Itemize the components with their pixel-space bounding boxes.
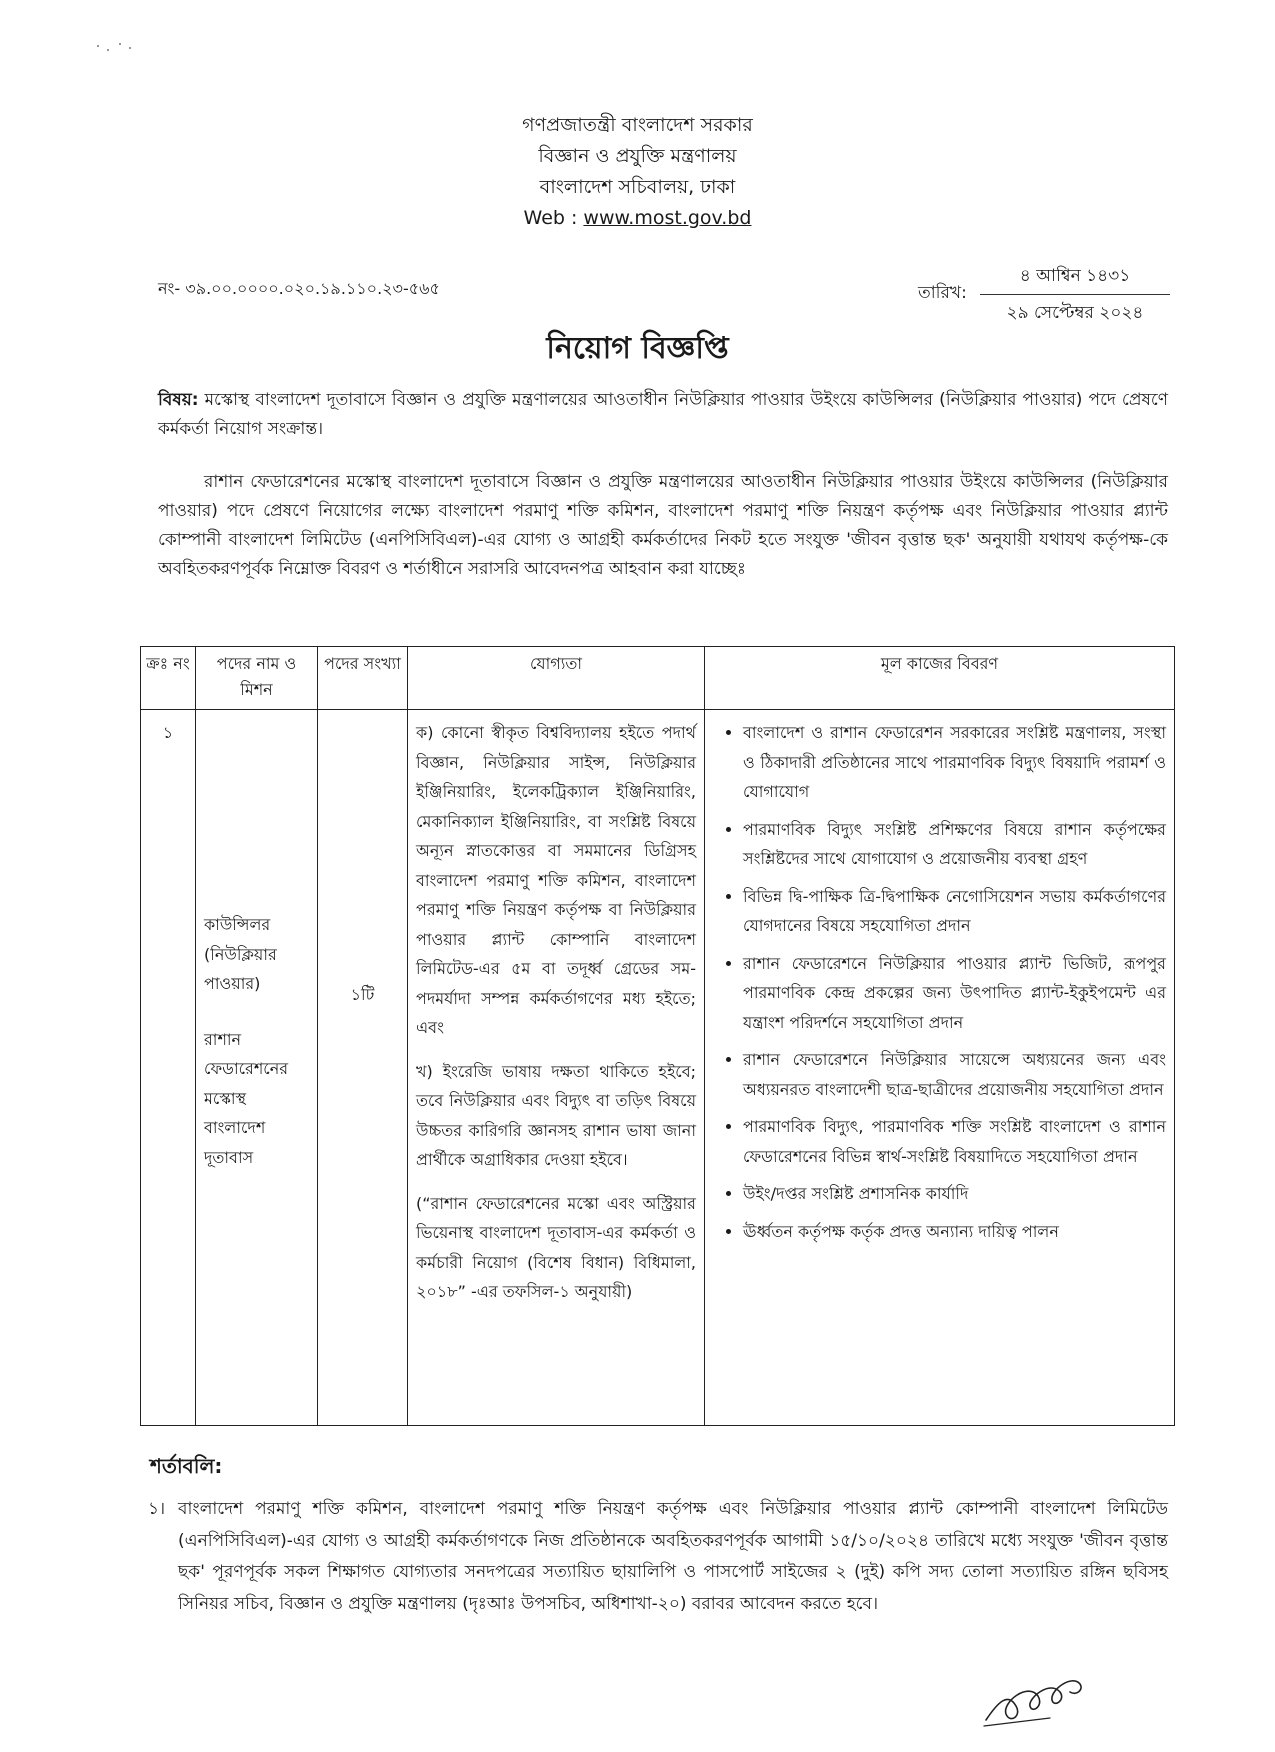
cell-qualification [408, 710, 705, 1426]
government-name: গণপ্রজাতন্ত্রী বাংলাদেশ সরকার [522, 114, 753, 136]
header-count: পদের সংখ্যা [318, 647, 408, 710]
conditions-heading: শর্তাবলি: [150, 1454, 223, 1478]
website-line [0, 203, 1275, 234]
post-mission: রাশান ফেডারেশনের মস্কোস্থ বাংলাদেশ দূতাবাস [204, 1029, 289, 1167]
cell-serial: ১ [141, 710, 196, 1426]
table-header-row [141, 647, 1175, 710]
post-name: কাউন্সিলর (নিউক্লিয়ার পাওয়ার) [204, 915, 277, 993]
duty-item: • বিভিন্ন দ্বি-পাক্ষিক ত্রি-দ্বিপাক্ষিক নেগোসিয়েশন সভায় কর্মকর্তাগণের যোগদানের বিষয়ে সহযোগিতা প্রদান [743, 882, 1166, 941]
ministry-name: বিজ্ঞান ও প্রযুক্তি মন্ত্রণালয় [538, 145, 737, 167]
memo-number: নং- ৩৯.০০.০০০০.০২০.১৯.১১০.২৩-৫৬৫ [158, 279, 440, 298]
duty-item: • ঊর্ধ্বতন কর্তৃপক্ষ কর্তৃক প্রদত্ত অন্যান্য দায়িত্ব পালন [743, 1217, 1166, 1247]
job-table [140, 646, 1175, 1426]
date-bangla: ৪ আশ্বিন ১৪৩১ [1019, 266, 1131, 286]
subject-label: বিষয়: [158, 390, 199, 410]
subject-text: মস্কোস্থ বাংলাদেশ দূতাবাসে বিজ্ঞান ও প্রযুক্তি মন্ত্রণালয়ের আওতাধীন নিউক্লিয়ার পাওয়ার উইংয়ে কাউন্সিলর (নিউক্লিয়ার পাওয়ার) পদে প্রেষণে কর্মকর্তা নিয়োগ সংক্রান্ত। [158, 390, 1168, 439]
subject-line [158, 386, 1168, 444]
header-post: পদের নাম ও মিশন [196, 647, 318, 710]
notice-title: নিয়োগ বিজ্ঞপ্তি [546, 331, 729, 366]
duty-item: • রাশান ফেডারেশনে নিউক্লিয়ার পাওয়ার প্ল্যান্ট ভিজিট, রূপপুর পারমাণবিক কেন্দ্র প্রকল্পের জন্য উৎপাদিত প্ল্যান্ট-ইকুইপমেন্ট এর যন্ত্রাংশ পরিদর্শনে সহযোগিতা প্রদান [743, 949, 1166, 1038]
scan-marks [90, 38, 150, 58]
qualification-item: খ) ইংরেজি ভাষায় দক্ষতা থাকিতে হইবে; তবে নিউক্লিয়ার এবং বিদ্যুৎ বা তড়িৎ বিষয়ে উচ্চতর কারিগরি জ্ঞানসহ রাশান ভাষা জানা প্রার্থীকে অগ্রাধিকার দেওয়া হইবে। [416, 1061, 696, 1169]
website-link[interactable]: www.most.gov.bd [583, 207, 752, 229]
qualification-note: (“রাশান ফেডারেশনের মস্কো এবং অস্ট্রিয়ার ভিয়েনাস্থ বাংলাদেশ দূতাবাস-এর কর্মকর্তা ও কর্মচারী নিয়োগ (বিশেষ বিধান) বিধিমালা, ২০১৮” -এর তফসিল-১ অনুযায়ী) [416, 1193, 696, 1301]
date-label: তারিখ: [918, 283, 967, 303]
condition-text: বাংলাদেশ পরমাণু শক্তি কমিশন, বাংলাদেশ পরমাণু শক্তি নিয়ন্ত্রণ কর্তৃপক্ষ এবং নিউক্লিয়ার পাওয়ার প্ল্যান্ট কোম্পানী বাংলাদেশ লিমিটেড (এনপিসিবিএল)-এর যোগ্য ও আগ্রহী কর্মকর্তাগণকে নিজ প্রতিষ্ঠানকে অবহিতকরণপূর্বক আগামী ১৫/১০/২০২৪ তারিখে মধ্যে সংযুক্ত 'জীবন বৃত্তান্ত ছক' পূরণপূর্বক সকল শিক্ষাগত যোগ্যতার সনদপত্রের সত্যায়িত ছায়ালিপি ও পাসপোর্ট সাইজের ২ (দুই) কপি সদ্য তোলা সত্যায়িত রঙ্গিন ছবিসহ সিনিয়র সচিব, বিজ্ঞান ও প্রযুক্তি মন্ত্রণালয় (দৃঃআঃ উপসচিব, অধিশাখা-২০) বরাবর আবেদন করতে হবে। [178, 1499, 1168, 1614]
condition-item [148, 1494, 1168, 1620]
header-qualification: যোগ্যতা [408, 647, 705, 710]
header-duties: মূল কাজের বিবরণ [705, 647, 1175, 710]
letterhead [0, 110, 1275, 234]
condition-number: ১। [148, 1499, 166, 1519]
header-serial: ক্রঃ নং [141, 647, 196, 710]
cell-post [196, 710, 318, 1426]
signature [980, 1662, 1090, 1732]
duty-item: • পারমাণবিক বিদ্যুৎ, পারমাণবিক শক্তি সংশ্লিষ্ট বাংলাদেশ ও রাশান ফেডারেশনের বিভিন্ন স্বার্থ-সংশ্লিষ্ট বিষয়াদিতে সহযোগিতা প্রদান [743, 1112, 1166, 1171]
office-address: বাংলাদেশ সচিবালয়, ঢাকা [539, 176, 736, 198]
qualification-item: ক) কোনো স্বীকৃত বিশ্ববিদ্যালয় হইতে পদার্থ বিজ্ঞান, নিউক্লিয়ার সাইন্স, নিউক্লিয়ার ইঞ্জিনিয়ারিং, ইলেকট্রিক্যাল ইঞ্জিনিয়ারিং, মেকানিক্যাল ইঞ্জিনিয়ারিং, বা সংশ্লিষ্ট বিষয়ে অন্যূন স্নাতকোত্তর বা সমমানের ডিগ্রিসহ বাংলাদেশ পরমাণু শক্তি কমিশন, বাংলাদেশ পরমাণু শক্তি নিয়ন্ত্রণ কর্তৃপক্ষ বা নিউক্লিয়ার পাওয়ার প্ল্যান্ট কোম্পানি বাংলাদেশ লিমিটেড-এর ৫ম বা তদূর্ধ্ব গ্রেডের সম-পদমর্যাদা সম্পন্ন কর্মকর্তাগণের মধ্য হইতে; এবং [416, 723, 696, 1037]
intro-paragraph: রাশান ফেডারেশনের মস্কোস্থ বাংলাদেশ দূতাবাসে বিজ্ঞান ও প্রযুক্তি মন্ত্রণালয়ের আওতাধীন নিউক্লিয়ার পাওয়ার উইংয়ে কাউন্সিলর (নিউক্লিয়ার পাওয়ার) পদে প্রেষণে নিয়োগের লক্ষ্যে বাংলাদেশ পরমাণু শক্তি কমিশন, বাংলাদেশ পরমাণু শক্তি নিয়ন্ত্রণ কর্তৃপক্ষ এবং নিউক্লিয়ার পাওয়ার প্ল্যান্ট কোম্পানী বাংলাদেশ লিমিটেড (এনপিসিবিএল)-এর যোগ্য ও আগ্রহী কর্মকর্তাদের নিকট হতে সংযুক্ত 'জীবন বৃত্তান্ত ছক' অনুযায়ী যথাযথ কর্তৃপক্ষ-কে অবহিতকরণপূর্বক নিম্নোক্ত বিবরণ ও শর্তাধীনে সরাসরি আবেদনপত্র আহবান করা যাচ্ছেঃ [158, 472, 1168, 579]
duty-item: • উইং/দপ্তর সংশ্লিষ্ট প্রশাসনিক কার্যাদি [743, 1179, 1166, 1209]
duty-item: • পারমাণবিক বিদ্যুৎ সংশ্লিষ্ট প্রশিক্ষণের বিষয়ে রাশান কর্তৃপক্ষের সংশ্লিষ্টদের সাথে যোগাযোগ ও প্রয়োজনীয় ব্যবস্থা গ্রহণ [743, 815, 1166, 874]
cell-count: ১টি [318, 710, 408, 1426]
table-row [141, 710, 1175, 1426]
duty-item: • রাশান ফেডারেশনে নিউক্লিয়ার সায়েন্সে অধ্যয়নের জন্য এবং অধ্যয়নরত বাংলাদেশী ছাত্র-ছাত্রীদের প্রয়োজনীয় সহযোগিতা প্রদান [743, 1045, 1166, 1104]
date-divider [980, 294, 1170, 295]
duties-list [713, 718, 1166, 1246]
website-label: Web : [523, 207, 584, 229]
duty-item: • বাংলাদেশ ও রাশান ফেডারেশন সরকারের সংশ্লিষ্ট মন্ত্রণালয়, সংস্থা ও ঠিকাদারী প্রতিষ্ঠানের সাথে পারমাণবিক বিদ্যুৎ বিষয়াদি পরামর্শ ও যোগাযোগ [743, 718, 1166, 807]
date-english: ২৯ সেপ্টেম্বর ২০২৪ [1006, 303, 1144, 323]
cell-duties [705, 710, 1175, 1426]
